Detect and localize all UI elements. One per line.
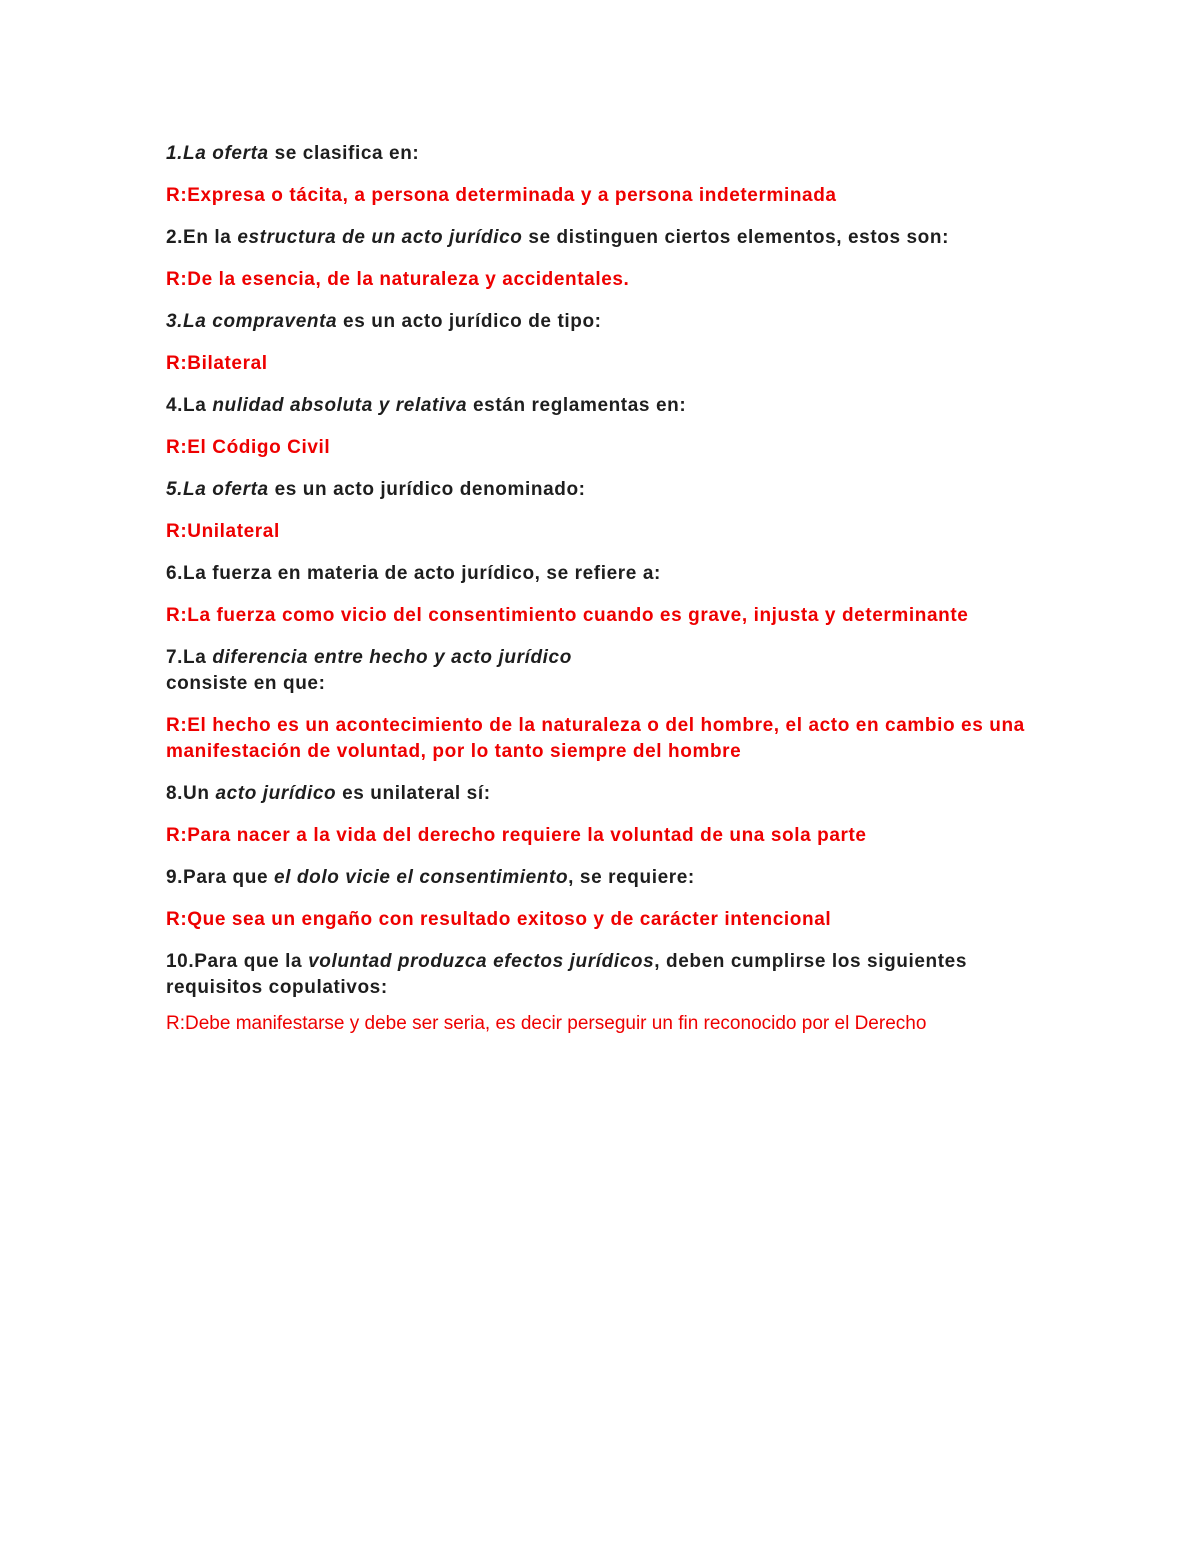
document-body bbox=[166, 141, 1046, 1053]
answer-4: R:El Código Civil bbox=[166, 437, 331, 458]
question-10-prefix: Para que la bbox=[194, 951, 309, 972]
question-4 bbox=[166, 393, 1046, 419]
question-8 bbox=[166, 781, 1046, 807]
question-9-emphasis: el dolo vicie el consentimiento bbox=[273, 867, 569, 888]
question-3 bbox=[166, 309, 1046, 335]
question-9-number: 9. bbox=[166, 867, 184, 888]
question-8-rest: es unilateral sí: bbox=[336, 783, 491, 804]
question-6-prefix: La fuerza en materia de acto jurídico, se refiere a: bbox=[183, 563, 661, 584]
question-7-line2: consiste en que: bbox=[166, 673, 326, 694]
question-2-emphasis: estructura de un acto jurídico bbox=[237, 227, 523, 248]
question-8-prefix: Un bbox=[183, 783, 216, 804]
question-1 bbox=[166, 141, 1046, 167]
question-6-number: 6. bbox=[166, 563, 184, 584]
question-10-rest: , deben cumplirse los siguientes requisitos copulativos: bbox=[166, 951, 967, 998]
question-2-rest: se distinguen ciertos elementos, estos son: bbox=[522, 227, 950, 248]
question-2-prefix: En la bbox=[183, 227, 238, 248]
question-4-emphasis: nulidad absoluta y relativa bbox=[212, 395, 468, 416]
question-3-number: 3. bbox=[166, 311, 184, 332]
question-8-number: 8. bbox=[166, 783, 184, 804]
answer-9: R:Que sea un engaño con resultado exitoso y de carácter intencional bbox=[166, 909, 832, 930]
answer-7: R:El hecho es un acontecimiento de la naturaleza o del hombre, el acto en cambio es una manifestación de voluntad, por lo tanto siempre del hombre bbox=[166, 715, 1025, 762]
question-7-number: 7. bbox=[166, 647, 184, 668]
answer-1: R:Expresa o tácita, a persona determinada y a persona indeterminada bbox=[166, 185, 837, 206]
question-10-emphasis: voluntad produzca efectos jurídicos bbox=[308, 951, 655, 972]
question-4-prefix: La bbox=[183, 395, 213, 416]
question-9 bbox=[166, 865, 1046, 891]
question-2 bbox=[166, 225, 1046, 251]
question-10 bbox=[166, 949, 1046, 1001]
question-5-number: 5. bbox=[166, 479, 184, 500]
answer-2: R:De la esencia, de la naturaleza y accidentales. bbox=[166, 269, 630, 290]
question-7 bbox=[166, 645, 1046, 697]
question-3-rest: es un acto jurídico de tipo: bbox=[337, 311, 602, 332]
answer-8: R:Para nacer a la vida del derecho requiere la voluntad de una sola parte bbox=[166, 825, 867, 846]
question-5-rest: es un acto jurídico denominado: bbox=[268, 479, 586, 500]
question-9-rest: , se requiere: bbox=[568, 867, 695, 888]
question-2-number: 2. bbox=[166, 227, 184, 248]
answer-3: R:Bilateral bbox=[166, 353, 268, 374]
question-5 bbox=[166, 477, 1046, 503]
question-6 bbox=[166, 561, 1046, 587]
question-1-emphasis: La oferta bbox=[183, 143, 269, 164]
question-4-rest: están reglamentas en: bbox=[467, 395, 687, 416]
answer-6: R:La fuerza como vicio del consentimiento cuando es grave, injusta y determinante bbox=[166, 605, 969, 626]
question-4-number: 4. bbox=[166, 395, 184, 416]
answer-10: R:Debe manifestarse y debe ser seria, es decir perseguir un fin reconocido por el Derecho bbox=[166, 1013, 927, 1034]
question-9-prefix: Para que bbox=[183, 867, 274, 888]
question-3-emphasis: La compraventa bbox=[183, 311, 338, 332]
answer-5: R:Unilateral bbox=[166, 521, 280, 542]
question-8-emphasis: acto jurídico bbox=[215, 783, 337, 804]
question-7-emphasis: diferencia entre hecho y acto jurídico bbox=[212, 647, 572, 668]
question-7-prefix: La bbox=[183, 647, 213, 668]
question-5-emphasis: La oferta bbox=[183, 479, 269, 500]
question-1-number: 1. bbox=[166, 143, 184, 164]
question-1-rest: se clasifica en: bbox=[268, 143, 420, 164]
question-10-number: 10. bbox=[166, 951, 195, 972]
